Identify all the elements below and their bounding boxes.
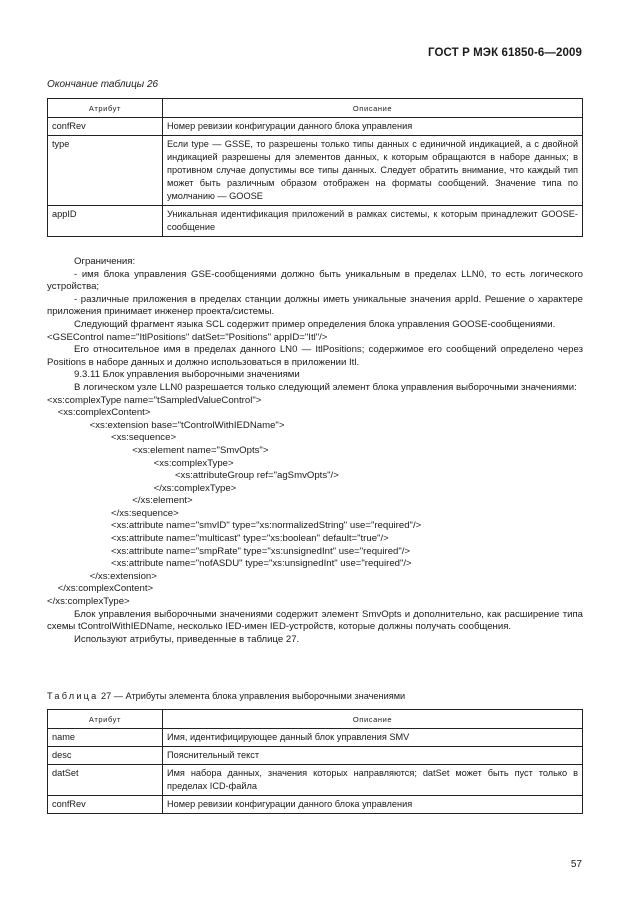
code-line: <xs:attribute name="nofASDU" type="xs:unsignedInt" use="required"/> — [47, 558, 412, 570]
paragraph: Следующий фрагмент языка SCL содержит пример определения блока управления GOOSE-сообщениями. — [74, 318, 556, 330]
paragraph: Ограничения: — [74, 256, 136, 267]
table-row — [48, 206, 583, 237]
code-line: </xs:extension> — [47, 570, 157, 582]
attribute-cell: datSet — [48, 765, 163, 796]
table-26 — [47, 98, 583, 237]
code-line: <xs:attributeGroup ref="agSmvOpts"/> — [47, 470, 339, 482]
code-line: <xs:attribute name="smpRate" type="xs:unsignedInt" use="required"/> — [47, 545, 411, 557]
code-line: </xs:sequence> — [47, 507, 179, 519]
code-line: <xs:complexContent> — [47, 407, 151, 419]
paragraph: Его относительное имя в пределах данного LN0 — ItlPositions; содержимое его сообщений определено через Positions в наборе данных и должно использоваться в приложении Itl. — [47, 344, 583, 368]
attribute-cell: name — [48, 729, 163, 747]
table-row — [48, 796, 583, 814]
column-header-description: Описание — [163, 710, 583, 729]
table-27-caption — [47, 691, 405, 701]
paragraph: Используют атрибуты, приведенные в таблице 27. — [74, 633, 300, 645]
table-row — [48, 136, 583, 206]
description-cell: Уникальная идентификация приложений в рамках системы, к которым принадлежит GOOSE-сообщение — [163, 206, 583, 237]
table-header-row — [48, 710, 583, 729]
description-cell: Если type — GSSE, то разрешены только типы данных с единичной индикацией, а с двойной индикацией разрешены для элементов данных, к которым обращаются в наборе данных; в противном случае допустимы все типы данных. Следует обратить внимание, что каждый тип может быть различным образом отображен на форматы сообщений. Значение типа по умолчанию — GOOSE — [163, 136, 583, 206]
table-26-caption: Окончание таблицы 26 — [47, 79, 159, 90]
table-row — [48, 747, 583, 765]
description-cell: Имя, идентифицирующее данный блок управления SMV — [163, 729, 583, 747]
caption-prefix: Таблица — [47, 691, 99, 701]
table-27 — [47, 709, 583, 814]
code-line: <xs:complexType> — [47, 457, 234, 469]
paragraph: - различные приложения в пределах станции должны иметь уникальные значения appId. Решение о характере приложения принимает инженер проекта/системы. — [47, 293, 583, 318]
code-line: <xs:sequence> — [47, 432, 177, 444]
column-header-description: Описание — [163, 99, 583, 118]
description-cell: Номер ревизии конфигурации данного блока управления — [163, 118, 583, 136]
attribute-cell: confRev — [48, 796, 163, 814]
code-line: </xs:element> — [47, 495, 193, 507]
paragraph: Блок управления выборочными значениями содержит элемент SmvOpts и дополнительно, как расширение типа схемы tControlWithIEDName, несколько IED-имен IED-устройств, которые должны получать сообщения. — [47, 608, 583, 633]
paragraph: В логическом узле LLN0 разрешается только следующий элемент блока управления выборочными значениями: — [74, 381, 577, 393]
code-line: </xs:complexContent> — [47, 583, 154, 595]
table-header-row — [48, 99, 583, 118]
description-cell: Имя набора данных, значения которых направляются; datSet может быть пуст только в пределах ICD-файла — [163, 765, 583, 796]
code-line: <xs:extension base="tControlWithIEDName"> — [47, 419, 285, 431]
page-header: ГОСТ Р МЭК 61850-6—2009 — [428, 47, 582, 59]
attribute-cell: appID — [48, 206, 163, 237]
description-cell: Пояснительный текст — [163, 747, 583, 765]
paragraph: - имя блока управления GSE-сообщениями должно быть уникальным в пределах LLN0, то есть логического устройства; — [47, 268, 584, 293]
table-row — [48, 729, 583, 747]
code-line: </xs:complexType> — [47, 596, 130, 608]
table-row — [48, 118, 583, 136]
code-line: </xs:complexType> — [47, 482, 237, 494]
caption-text: 27 — Атрибуты элемента блока управления выборочными значениями — [101, 691, 406, 701]
code-line: <xs:attribute name="multicast" type="xs:boolean" default="true"/> — [47, 533, 389, 545]
body-text — [47, 256, 583, 646]
page-number: 57 — [570, 859, 582, 870]
attribute-cell: type — [48, 136, 163, 206]
description-cell: Номер ревизии конфигурации данного блока управления — [163, 796, 583, 814]
code-line: <xs:complexType name="tSampledValueControl"> — [47, 394, 262, 406]
column-header-attribute: Атрибут — [48, 710, 163, 729]
code-line: <xs:element name="SmvOpts"> — [47, 444, 269, 456]
attribute-cell: confRev — [48, 118, 163, 136]
section-heading: 9.3.11 Блок управления выборочными значениями — [74, 369, 300, 381]
attribute-cell: desc — [48, 747, 163, 765]
code-line: <xs:attribute name="smvID" type="xs:normalizedString" use="required"/> — [47, 520, 422, 532]
code-line: <GSEControl name="ItlPositions" datSet="Positions" appID="Itl"/> — [47, 331, 328, 343]
table-row — [48, 765, 583, 796]
column-header-attribute: Атрибут — [48, 99, 163, 118]
